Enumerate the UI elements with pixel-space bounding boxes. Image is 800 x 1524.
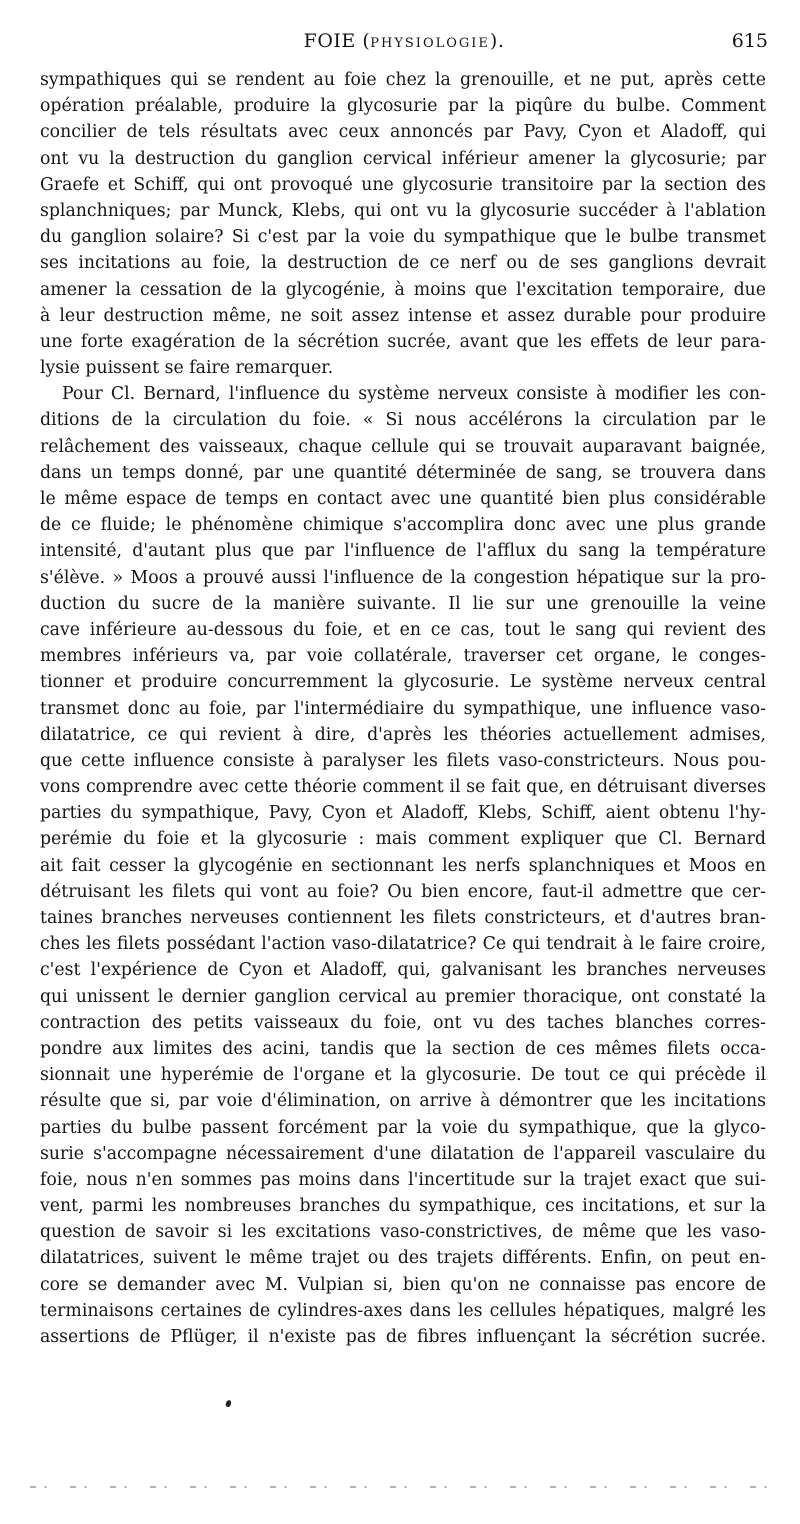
text-line: vons comprendre avec cette théorie comment il se fait que, en détruisant diverses	[40, 777, 766, 798]
text-line: amener la cessation de la glycogénie, à moins que l'excitation temporaire, due	[40, 279, 766, 300]
text-line: que cette influence consiste à paralyser les filets vaso-constricteurs. Nous pou-	[40, 750, 766, 771]
text-line: sionnait une hyperémie de l'organe et la glycosurie. De tout ce qui précède il	[40, 1065, 766, 1086]
text-line: membres inférieurs va, par voie collatérale, traverser cet organe, le conges-	[40, 646, 766, 667]
text-line: concilier de tels résultats avec ceux annoncés par Pavy, Cyon et Aladoff, qui	[40, 122, 766, 143]
text-line: duction du sucre de la manière suivante. Il lie sur une grenouille la veine	[40, 593, 766, 614]
text-line: ont vu la destruction du ganglion cervical inférieur amener la glycosurie; par	[40, 148, 766, 169]
text-line: dilatatrices, suivent le même trajet ou des trajets différents. Enfin, on peut en-	[40, 1248, 766, 1269]
text-line: résulte que si, par voie d'élimination, on arrive à démontrer que les incitations	[40, 1091, 766, 1112]
text-line: ait fait cesser la glycogénie en sectionnant les nerfs splanchniques et Moos en	[40, 855, 766, 876]
text-line: tionner et produire concurremment la glycosurie. Le système nerveux central	[40, 672, 766, 693]
text-line: qui unissent le dernier ganglion cervical au premier thoracique, ont constaté la	[40, 986, 766, 1007]
text-line: c'est l'expérience de Cyon et Aladoff, qui, galvanisant les branches nerveuses	[40, 960, 766, 981]
text-line: ses incitations au foie, la destruction de ce nerf ou de ses ganglions devrait	[40, 253, 766, 274]
text-line: détruisant les filets qui vont au foie? Ou bien encore, faut-il admettre que cer-	[40, 881, 766, 902]
text-line: relâchement des vaisseaux, chaque cellule qui se trouvait auparavant baignée,	[40, 436, 766, 457]
text-line: de ce fluide; le phénomène chimique s'accomplira donc avec une plus grande	[40, 515, 766, 536]
text-line: du ganglion solaire? Si c'est par la voie du sympathique que le bulbe transmet	[40, 227, 766, 248]
text-line: surie s'accompagne nécessairement d'une dilatation de l'appareil vasculaire du	[40, 1143, 766, 1164]
text-line: dilatatrice, ce qui revient à dire, d'après les théories actuellement admises,	[40, 724, 766, 745]
text-line: foie, nous n'en sommes pas moins dans l'incertitude sur la trajet exact que sui-	[40, 1169, 766, 1190]
text-line: sympathiques qui se rendent au foie chez la grenouille, et ne put, après cette	[40, 70, 766, 90]
text-line: vent, parmi les nombreuses branches du sympathique, ces incitations, et sur la	[40, 1196, 766, 1217]
text-line: ches les filets possédant l'action vaso-dilatatrice? Ce qui tendrait à le faire croire,	[40, 934, 766, 955]
running-title-smallcaps: PHYSIOLOGIE	[370, 36, 490, 51]
text-line: parties du sympathique, Pavy, Cyon et Aladoff, Klebs, Schiff, aient obtenu l'hy-	[40, 803, 766, 824]
text-line: cave inférieure au-dessous du foie, et en ce cas, tout le sang qui revient des	[40, 619, 766, 640]
text-line: splanchniques; par Munck, Klebs, qui ont vu la glycosurie succéder à l'ablation	[40, 200, 766, 221]
scan-edge-artifact	[30, 1486, 770, 1488]
text-line: parties du bulbe passent forcément par la voie du sympathique, que la glyco-	[40, 1117, 766, 1138]
text-line: s'élève. » Moos a prouvé aussi l'influence de la congestion hépatique sur la pro-	[40, 567, 766, 588]
text-line: transmet donc au foie, par l'intermédiaire du sympathique, une influence vaso-	[40, 698, 766, 719]
text-line: contraction des petits vaisseaux du foie, ont vu des taches blanches corres-	[40, 1012, 766, 1033]
running-header	[40, 30, 768, 60]
text-line: taines branches nerveuses contiennent les filets constricteurs, et d'autres bran-	[40, 908, 766, 928]
text-line: pondre aux limites des acini, tandis que la section de ces mêmes filets occa-	[40, 1038, 766, 1059]
text-line: une forte exagération de la sécrétion sucrée, avant que les effets de leur para-	[40, 331, 766, 352]
text-line: Graefe et Schiff, qui ont provoqué une glycosurie transitoire par la section des	[40, 174, 766, 195]
text-line: le même espace de temps en contact avec une quantité bien plus considérable	[40, 489, 766, 509]
text-line: ditions de la circulation du foie. « Si nous accélérons la circulation par le	[40, 410, 766, 431]
body-text	[40, 67, 766, 1350]
page-number: 615	[731, 30, 768, 52]
text-line: opération préalable, produire la glycosurie par la piqûre du bulbe. Comment	[40, 96, 766, 117]
text-line: lysie puissent se faire remarquer.	[40, 358, 334, 379]
text-line: à leur destruction même, ne soit assez intense et assez durable pour produire	[40, 305, 766, 326]
text-line: perémie du foie et la glycosurie : mais comment expliquer que Cl. Bernard	[40, 829, 766, 850]
running-title-main: FOIE (	[303, 30, 371, 52]
text-line: terminaisons certaines de cylindres-axes dans les cellules hépatiques, malgré les	[40, 1300, 766, 1321]
text-line: intensité, d'autant plus que par l'influence de l'afflux du sang la température	[40, 541, 766, 562]
running-title-end: ).	[489, 30, 505, 52]
text-line: dans un temps donné, par une quantité déterminée de sang, se trouvera dans	[40, 462, 766, 483]
text-line: assertions de Pflüger, il n'existe pas de fibres influençant la sécrétion sucrée.	[40, 1327, 766, 1347]
ink-speck	[225, 1399, 232, 1407]
running-title	[40, 30, 768, 52]
text-line: question de savoir si les excitations vaso-constrictives, de même que les vaso-	[40, 1222, 766, 1243]
text-line: core se demander avec M. Vulpian si, bien qu'on ne connaisse pas encore de	[40, 1274, 766, 1295]
text-line: Pour Cl. Bernard, l'influence du système nerveux consiste à modifier les con-	[62, 384, 766, 405]
